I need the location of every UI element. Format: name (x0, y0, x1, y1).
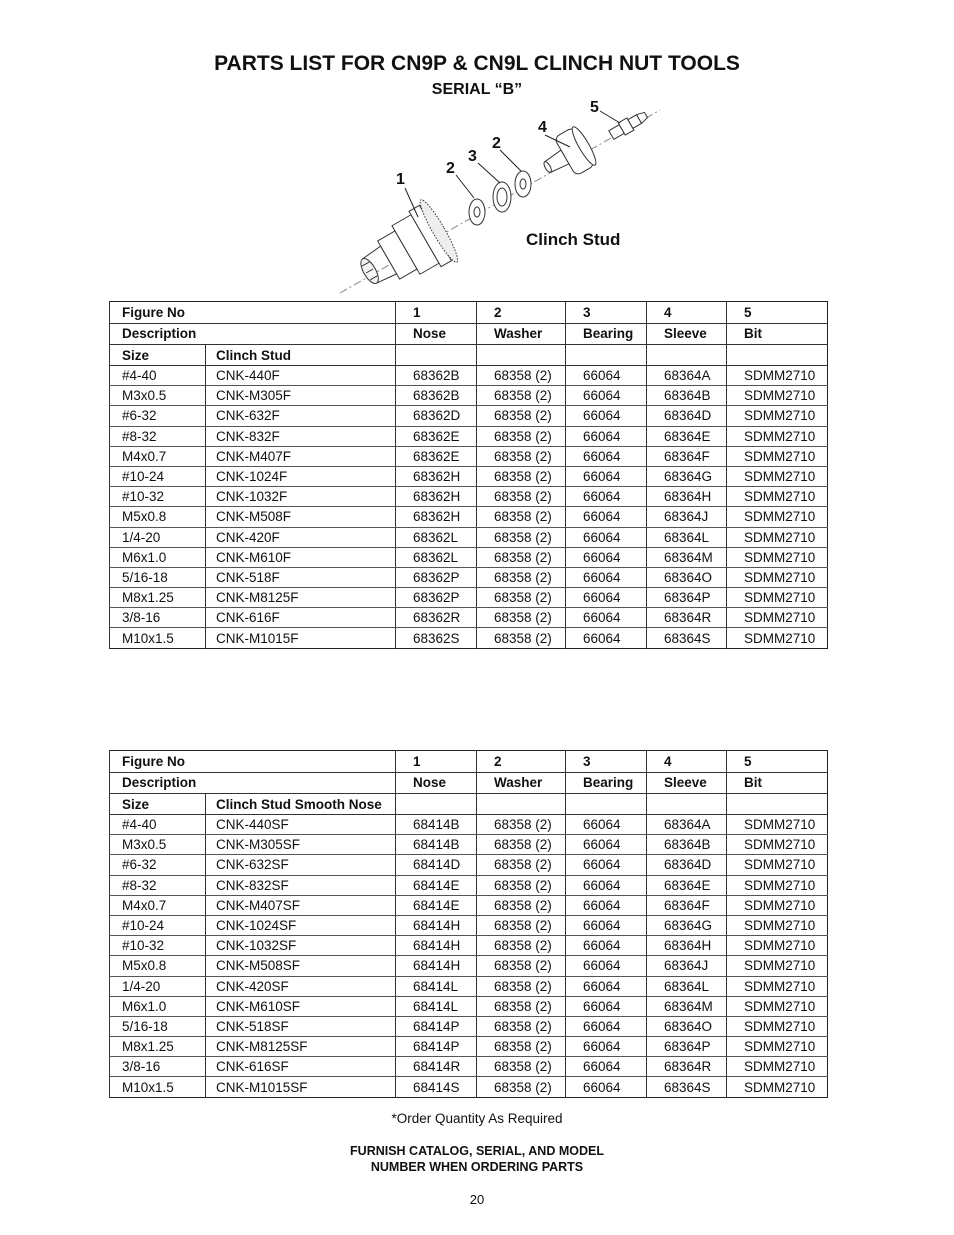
bit-part-number: SDMM2710 (727, 366, 828, 386)
figure-number: 1 (396, 751, 477, 773)
washer-part-number: 68358 (2) (477, 895, 566, 915)
size-cell: M10x1.5 (110, 628, 206, 648)
figure-number: 1 (396, 302, 477, 324)
washer-part (469, 199, 485, 225)
size-header-row (110, 345, 828, 366)
nose-part-number: 68414H (396, 936, 477, 956)
stud-part-number: CNK-518F (206, 567, 396, 587)
nose-part-number: 68362H (396, 487, 477, 507)
sleeve-part-number: 68364H (647, 936, 727, 956)
bit-part-number: SDMM2710 (727, 895, 828, 915)
bit-part-number: SDMM2710 (727, 547, 828, 567)
sleeve-part-number: 68364P (647, 1037, 727, 1057)
size-cell: M10x1.5 (110, 1077, 206, 1097)
nose-part-number: 68362B (396, 366, 477, 386)
sleeve-part-number: 68364G (647, 466, 727, 486)
nose-part-number: 68414H (396, 915, 477, 935)
stud-part-number: CNK-M610SF (206, 996, 396, 1016)
washer-part-number: 68358 (2) (477, 815, 566, 835)
stud-part-number: CNK-M508SF (206, 956, 396, 976)
table-row (110, 588, 828, 608)
empty-cell (647, 345, 727, 366)
nose-part-number: 68362H (396, 507, 477, 527)
table-row (110, 875, 828, 895)
bearing-part-number: 66064 (566, 547, 647, 567)
nose-part-number: 68414L (396, 996, 477, 1016)
sleeve-part-number: 68364J (647, 956, 727, 976)
callout-label: 1 (396, 171, 405, 188)
description-row (110, 772, 828, 794)
table-row (110, 426, 828, 446)
size-cell: M6x1.0 (110, 996, 206, 1016)
description-cell: Sleeve (647, 323, 727, 345)
bit-part-number: SDMM2710 (727, 588, 828, 608)
bit-part-number: SDMM2710 (727, 976, 828, 996)
washer-part-number: 68358 (2) (477, 855, 566, 875)
stud-part-number: CNK-1032SF (206, 936, 396, 956)
stud-part-number: CNK-616F (206, 608, 396, 628)
stud-part-number: CNK-632SF (206, 855, 396, 875)
size-header-row (110, 794, 828, 815)
size-cell: #6-32 (110, 855, 206, 875)
bearing-part-number: 66064 (566, 446, 647, 466)
washer-part-number: 68358 (2) (477, 976, 566, 996)
size-cell: M5x0.8 (110, 507, 206, 527)
description-cell: Bearing (566, 323, 647, 345)
bit-part-number: SDMM2710 (727, 567, 828, 587)
table-row (110, 628, 828, 648)
empty-cell (647, 794, 727, 815)
bearing-part-number: 66064 (566, 487, 647, 507)
bearing-part-number: 66064 (566, 855, 647, 875)
washer-part-number: 68358 (2) (477, 875, 566, 895)
bit-part (608, 109, 650, 141)
empty-cell (566, 345, 647, 366)
washer-part-number: 68358 (2) (477, 406, 566, 426)
washer-part-number: 68358 (2) (477, 1037, 566, 1057)
washer-part-number: 68358 (2) (477, 527, 566, 547)
ordering-instructions-line: NUMBER WHEN ORDERING PARTS (370, 1160, 584, 1174)
table-row (110, 956, 828, 976)
sleeve-part-number: 68364L (647, 527, 727, 547)
stud-part-number: CNK-632F (206, 406, 396, 426)
type-label: Clinch Stud Smooth Nose (206, 794, 396, 815)
figure-no-label: Figure No (110, 302, 396, 324)
sleeve-part-number: 68364S (647, 1077, 727, 1097)
figure-number: 3 (566, 302, 647, 324)
table-row (110, 815, 828, 835)
bearing-part-number: 66064 (566, 915, 647, 935)
stud-part-number: CNK-440F (206, 366, 396, 386)
nose-part-number: 68414B (396, 815, 477, 835)
washer-part-number: 68358 (2) (477, 466, 566, 486)
washer-part-2 (515, 171, 531, 197)
nose-part-number: 68362R (396, 608, 477, 628)
bearing-part-number: 66064 (566, 1057, 647, 1077)
ordering-instructions-line: FURNISH CATALOG, SERIAL, AND MODEL (350, 1144, 604, 1158)
washer-part-number: 68358 (2) (477, 487, 566, 507)
bit-part-number: SDMM2710 (727, 1077, 828, 1097)
bit-part-number: SDMM2710 (727, 628, 828, 648)
size-cell: M8x1.25 (110, 1037, 206, 1057)
bearing-part-number: 66064 (566, 835, 647, 855)
table-row (110, 1057, 828, 1077)
size-cell: #4-40 (110, 815, 206, 835)
stud-part-number: CNK-M407SF (206, 895, 396, 915)
size-cell: #8-32 (110, 875, 206, 895)
washer-part-number: 68358 (2) (477, 386, 566, 406)
figure-number: 5 (727, 751, 828, 773)
bearing-part-number: 66064 (566, 956, 647, 976)
stud-part-number: CNK-M610F (206, 547, 396, 567)
description-label: Description (110, 772, 396, 794)
table-row (110, 1037, 828, 1057)
sleeve-part-number: 68364J (647, 507, 727, 527)
sleeve-part-number: 68364E (647, 426, 727, 446)
sleeve-part-number: 68364B (647, 835, 727, 855)
size-cell: M6x1.0 (110, 547, 206, 567)
washer-part-number: 68358 (2) (477, 936, 566, 956)
stud-part-number: CNK-M8125SF (206, 1037, 396, 1057)
size-cell: #8-32 (110, 426, 206, 446)
sleeve-part-number: 68364G (647, 915, 727, 935)
bearing-part-number: 66064 (566, 1077, 647, 1097)
bit-part-number: SDMM2710 (727, 1016, 828, 1036)
figure-number: 2 (477, 302, 566, 324)
table-row (110, 1077, 828, 1097)
sleeve-part-number: 68364O (647, 1016, 727, 1036)
bearing-part-number: 66064 (566, 567, 647, 587)
sleeve-part-number: 68364L (647, 976, 727, 996)
sleeve-part-number: 68364R (647, 1057, 727, 1077)
figure-number: 3 (566, 751, 647, 773)
sleeve-part-number: 68364O (647, 567, 727, 587)
size-cell: #10-24 (110, 466, 206, 486)
bearing-part-number: 66064 (566, 527, 647, 547)
size-cell: M4x0.7 (110, 895, 206, 915)
bit-part-number: SDMM2710 (727, 815, 828, 835)
bit-part-number: SDMM2710 (727, 406, 828, 426)
figure-no-label: Figure No (110, 751, 396, 773)
figure-number: 5 (727, 302, 828, 324)
washer-part-number: 68358 (2) (477, 507, 566, 527)
stud-part-number: CNK-832F (206, 426, 396, 446)
bit-part-number: SDMM2710 (727, 855, 828, 875)
order-quantity-note: *Order Quantity As Required (391, 1111, 563, 1126)
figure-number: 4 (647, 751, 727, 773)
callout-label: 4 (538, 119, 547, 136)
washer-part-number: 68358 (2) (477, 446, 566, 466)
table-row (110, 386, 828, 406)
sleeve-part-number: 68364H (647, 487, 727, 507)
stud-part-number: CNK-420F (206, 527, 396, 547)
bearing-part-number: 66064 (566, 507, 647, 527)
empty-cell (477, 794, 566, 815)
stud-part-number: CNK-518SF (206, 1016, 396, 1036)
parts-table-body (110, 751, 828, 1098)
size-cell: 5/16-18 (110, 1016, 206, 1036)
sleeve-part-number: 68364R (647, 608, 727, 628)
nose-part-number: 68414S (396, 1077, 477, 1097)
table-row (110, 406, 828, 426)
table-row (110, 895, 828, 915)
bit-part-number: SDMM2710 (727, 1037, 828, 1057)
assembly-drawing (330, 95, 670, 300)
sleeve-part-number: 68364P (647, 588, 727, 608)
stud-part-number: CNK-832SF (206, 875, 396, 895)
stud-part-number: CNK-M1015F (206, 628, 396, 648)
size-cell: 5/16-18 (110, 567, 206, 587)
table-row (110, 936, 828, 956)
stud-part-number: CNK-1024F (206, 466, 396, 486)
washer-part-number: 68358 (2) (477, 567, 566, 587)
table-row (110, 527, 828, 547)
table-row (110, 855, 828, 875)
bit-part-number: SDMM2710 (727, 446, 828, 466)
stud-part-number: CNK-420SF (206, 976, 396, 996)
washer-part-number: 68358 (2) (477, 1057, 566, 1077)
table-row (110, 976, 828, 996)
table-row (110, 507, 828, 527)
nose-part-number: 68414E (396, 875, 477, 895)
sleeve-part-number: 68364F (647, 895, 727, 915)
size-cell: M3x0.5 (110, 835, 206, 855)
washer-part-number: 68358 (2) (477, 956, 566, 976)
parts-table-body (110, 302, 828, 649)
table-row (110, 547, 828, 567)
nose-part-number: 68414P (396, 1037, 477, 1057)
bearing-part-number: 66064 (566, 366, 647, 386)
nose-part-number: 68414P (396, 1016, 477, 1036)
washer-part-number: 68358 (2) (477, 915, 566, 935)
bit-part-number: SDMM2710 (727, 956, 828, 976)
sleeve-part-number: 68364B (647, 386, 727, 406)
washer-part-number: 68358 (2) (477, 628, 566, 648)
size-cell: 3/8-16 (110, 1057, 206, 1077)
type-label: Clinch Stud (206, 345, 396, 366)
figure-number: 2 (477, 751, 566, 773)
description-cell: Washer (477, 772, 566, 794)
nose-part-number: 68362H (396, 466, 477, 486)
washer-part-number: 68358 (2) (477, 608, 566, 628)
bit-part-number: SDMM2710 (727, 875, 828, 895)
sleeve-part-number: 68364S (647, 628, 727, 648)
empty-cell (396, 794, 477, 815)
stud-part-number: CNK-440SF (206, 815, 396, 835)
size-label: Size (110, 345, 206, 366)
bearing-part-number: 66064 (566, 1037, 647, 1057)
washer-part-number: 68358 (2) (477, 426, 566, 446)
size-label: Size (110, 794, 206, 815)
nose-part-number: 68414D (396, 855, 477, 875)
washer-part-number: 68358 (2) (477, 366, 566, 386)
bit-part-number: SDMM2710 (727, 915, 828, 935)
table-row (110, 835, 828, 855)
nose-part (346, 197, 462, 300)
stud-part-number: CNK-1024SF (206, 915, 396, 935)
bit-part-number: SDMM2710 (727, 608, 828, 628)
description-label: Description (110, 323, 396, 345)
washer-part-number: 68358 (2) (477, 835, 566, 855)
nose-part-number: 68362P (396, 567, 477, 587)
bearing-part-number: 66064 (566, 466, 647, 486)
page-subtitle: SERIAL “B” (431, 81, 523, 98)
size-cell: #4-40 (110, 366, 206, 386)
bearing-part-number: 66064 (566, 875, 647, 895)
washer-part-number: 68358 (2) (477, 1016, 566, 1036)
empty-cell (727, 345, 828, 366)
figure-caption: Clinch Stud (526, 230, 621, 249)
table-row (110, 466, 828, 486)
figure-no-row (110, 302, 828, 324)
bearing-part-number: 66064 (566, 386, 647, 406)
bit-part-number: SDMM2710 (727, 487, 828, 507)
nose-part-number: 68362S (396, 628, 477, 648)
stud-part-number: CNK-M508F (206, 507, 396, 527)
stud-part-number: CNK-M8125F (206, 588, 396, 608)
size-cell: 1/4-20 (110, 527, 206, 547)
ordering-instructions (0, 1143, 954, 1175)
parts-table-clinch-stud-smooth-nose (109, 750, 828, 1098)
stud-part-number: CNK-616SF (206, 1057, 396, 1077)
table-row (110, 608, 828, 628)
sleeve-part-number: 68364A (647, 815, 727, 835)
sleeve-part-number: 68364M (647, 547, 727, 567)
bearing-part (493, 182, 511, 212)
description-cell: Washer (477, 323, 566, 345)
nose-part-number: 68362L (396, 547, 477, 567)
size-cell: #10-24 (110, 915, 206, 935)
bearing-part-number: 66064 (566, 608, 647, 628)
nose-part-number: 68414R (396, 1057, 477, 1077)
size-cell: M4x0.7 (110, 446, 206, 466)
table-row (110, 446, 828, 466)
nose-part-number: 68362D (396, 406, 477, 426)
description-cell: Bearing (566, 772, 647, 794)
nose-part-number: 68414L (396, 976, 477, 996)
bearing-part-number: 66064 (566, 996, 647, 1016)
stud-part-number: CNK-M305SF (206, 835, 396, 855)
bearing-part-number: 66064 (566, 936, 647, 956)
bit-part-number: SDMM2710 (727, 527, 828, 547)
sleeve-part-number: 68364M (647, 996, 727, 1016)
washer-part-number: 68358 (2) (477, 547, 566, 567)
bit-part-number: SDMM2710 (727, 996, 828, 1016)
callout-label: 5 (590, 99, 599, 116)
bit-part-number: SDMM2710 (727, 936, 828, 956)
figure-number: 4 (647, 302, 727, 324)
size-cell: M3x0.5 (110, 386, 206, 406)
bearing-part-number: 66064 (566, 628, 647, 648)
sleeve-part-number: 68364F (647, 446, 727, 466)
size-cell: M8x1.25 (110, 588, 206, 608)
description-cell: Bit (727, 323, 828, 345)
table-row (110, 996, 828, 1016)
bit-part-number: SDMM2710 (727, 507, 828, 527)
sleeve-part-number: 68364D (647, 406, 727, 426)
description-cell: Bit (727, 772, 828, 794)
washer-part-number: 68358 (2) (477, 996, 566, 1016)
description-cell: Nose (396, 772, 477, 794)
table-row (110, 487, 828, 507)
figure-no-row (110, 751, 828, 773)
nose-part-number: 68362B (396, 386, 477, 406)
table-row (110, 366, 828, 386)
description-cell: Sleeve (647, 772, 727, 794)
bearing-part-number: 66064 (566, 426, 647, 446)
nose-part-number: 68362P (396, 588, 477, 608)
bit-part-number: SDMM2710 (727, 466, 828, 486)
bearing-part-number: 66064 (566, 815, 647, 835)
size-cell: #10-32 (110, 936, 206, 956)
washer-part-number: 68358 (2) (477, 588, 566, 608)
nose-part-number: 68414E (396, 895, 477, 915)
sleeve-part-number: 68364A (647, 366, 727, 386)
stud-part-number: CNK-1032F (206, 487, 396, 507)
stud-part-number: CNK-M1015SF (206, 1077, 396, 1097)
empty-cell (396, 345, 477, 366)
bearing-part-number: 66064 (566, 1016, 647, 1036)
description-row (110, 323, 828, 345)
callout-label: 2 (492, 135, 501, 152)
nose-part-number: 68362E (396, 446, 477, 466)
size-cell: 1/4-20 (110, 976, 206, 996)
size-cell: #6-32 (110, 406, 206, 426)
page-title: PARTS LIST FOR CN9P & CN9L CLINCH NUT TOOLS (214, 52, 740, 75)
bit-part-number: SDMM2710 (727, 386, 828, 406)
empty-cell (727, 794, 828, 815)
page-number: 20 (469, 1192, 485, 1207)
nose-part-number: 68362L (396, 527, 477, 547)
size-cell: #10-32 (110, 487, 206, 507)
nose-part-number: 68362E (396, 426, 477, 446)
bit-part-number: SDMM2710 (727, 835, 828, 855)
exploded-assembly-figure (330, 95, 670, 300)
nose-part-number: 68414B (396, 835, 477, 855)
nose-part-number: 68414H (396, 956, 477, 976)
callout-label: 2 (446, 160, 455, 177)
sleeve-part-number: 68364D (647, 855, 727, 875)
washer-part-number: 68358 (2) (477, 1077, 566, 1097)
sleeve-part-number: 68364E (647, 875, 727, 895)
size-cell: 3/8-16 (110, 608, 206, 628)
bearing-part-number: 66064 (566, 976, 647, 996)
empty-cell (477, 345, 566, 366)
size-cell: M5x0.8 (110, 956, 206, 976)
table-row (110, 915, 828, 935)
bit-part-number: SDMM2710 (727, 426, 828, 446)
description-cell: Nose (396, 323, 477, 345)
stud-part-number: CNK-M407F (206, 446, 396, 466)
empty-cell (566, 794, 647, 815)
bearing-part-number: 66064 (566, 406, 647, 426)
parts-table-clinch-stud (109, 301, 828, 649)
table-row (110, 567, 828, 587)
table-row (110, 1016, 828, 1036)
stud-part-number: CNK-M305F (206, 386, 396, 406)
callout-label: 3 (468, 148, 477, 165)
bearing-part-number: 66064 (566, 895, 647, 915)
bit-part-number: SDMM2710 (727, 1057, 828, 1077)
bearing-part-number: 66064 (566, 588, 647, 608)
